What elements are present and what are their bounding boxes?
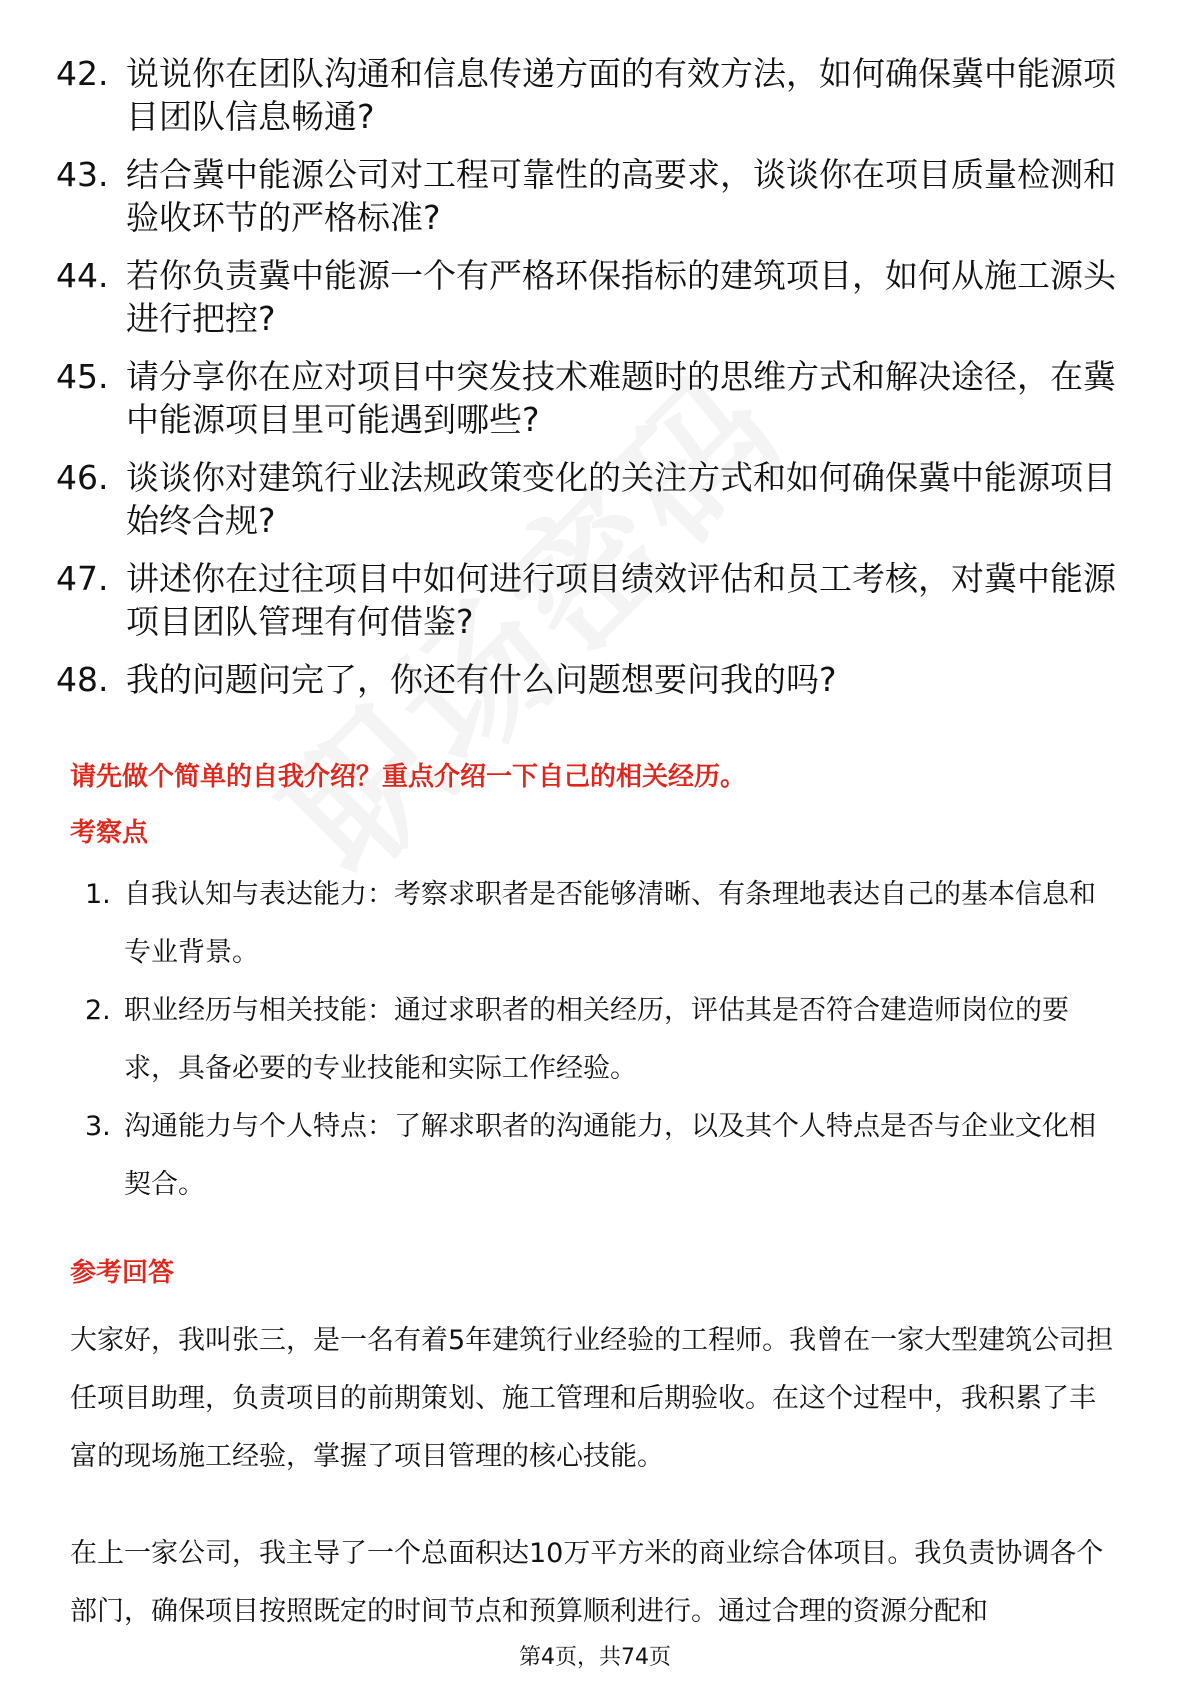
point-text: 职业经历与相关技能：通过求职者的相关经历，评估其是否符合建造师岗位的要求，具备必要的专业技能和实际工作经验。 xyxy=(124,995,1069,1084)
question-item xyxy=(56,254,1136,340)
question-text: 若你负责冀中能源一个有严格环保指标的建筑项目，如何从施工源头进行把控? xyxy=(126,256,1116,338)
question-item xyxy=(56,658,1136,701)
point-number: 3. xyxy=(85,1111,111,1142)
question-text: 结合冀中能源公司对工程可靠性的高要求，谈谈你在项目质量检测和验收环节的严格标准? xyxy=(126,155,1116,237)
point-number: 1. xyxy=(85,879,111,910)
question-number: 48. xyxy=(56,660,109,699)
page-footer: 第4页，共74页 xyxy=(519,1645,671,1670)
question-number: 42. xyxy=(56,54,109,93)
question-text: 我的问题问完了，你还有什么问题想要问我的吗? xyxy=(126,660,837,699)
question-text: 说说你在团队沟通和信息传递方面的有效方法，如何确保冀中能源项目团队信息畅通? xyxy=(126,54,1116,136)
section-title: 请先做个简单的自我介绍？重点介绍一下自己的相关经历。 xyxy=(70,762,747,792)
question-item xyxy=(56,456,1136,542)
question-number: 43. xyxy=(56,155,109,194)
question-text: 谈谈你对建筑行业法规政策变化的关注方式和如何确保冀中能源项目始终合规? xyxy=(126,458,1116,540)
question-text: 请分享你在应对项目中突发技术难题时的思维方式和解决途径，在冀中能源项目里可能遇到哪些? xyxy=(126,357,1116,439)
points-list xyxy=(70,866,1120,1214)
question-number: 44. xyxy=(56,256,109,295)
point-text: 沟通能力与个人特点：了解求职者的沟通能力，以及其个人特点是否与企业文化相契合。 xyxy=(124,1111,1096,1200)
question-item xyxy=(56,52,1136,138)
question-item xyxy=(56,557,1136,643)
answer-paragraph: 大家好，我叫张三，是一名有着5年建筑行业经验的工程师。我曾在一家大型建筑公司担任项目助理，负责项目的前期策划、施工管理和后期验收。在这个过程中，我积累了丰富的现场施工经验，掌握了项目管理的核心技能。 xyxy=(70,1325,1114,1472)
answer-paragraph: 在上一家公司，我主导了一个总面积达10万平方米的商业综合体项目。我负责协调各个部门，确保项目按照既定的时间节点和预算顺利进行。通过合理的资源分配和 xyxy=(70,1538,1104,1627)
point-number: 2. xyxy=(85,995,111,1026)
points-label: 考察点 xyxy=(70,818,149,848)
question-text: 讲述你在过往项目中如何进行项目绩效评估和员工考核，对冀中能源项目团队管理有何借鉴? xyxy=(126,559,1116,641)
point-item xyxy=(70,1098,1120,1214)
point-item xyxy=(70,982,1120,1098)
question-number: 45. xyxy=(56,357,109,396)
question-number: 47. xyxy=(56,559,109,598)
point-text: 自我认知与表达能力：考察求职者是否能够清晰、有条理地表达自己的基本信息和专业背景。 xyxy=(124,879,1096,968)
point-item xyxy=(70,866,1120,982)
question-number: 46. xyxy=(56,458,109,497)
question-item xyxy=(56,355,1136,441)
question-list xyxy=(56,52,1136,716)
question-item xyxy=(56,153,1136,239)
answer-label: 参考回答 xyxy=(70,1258,175,1288)
